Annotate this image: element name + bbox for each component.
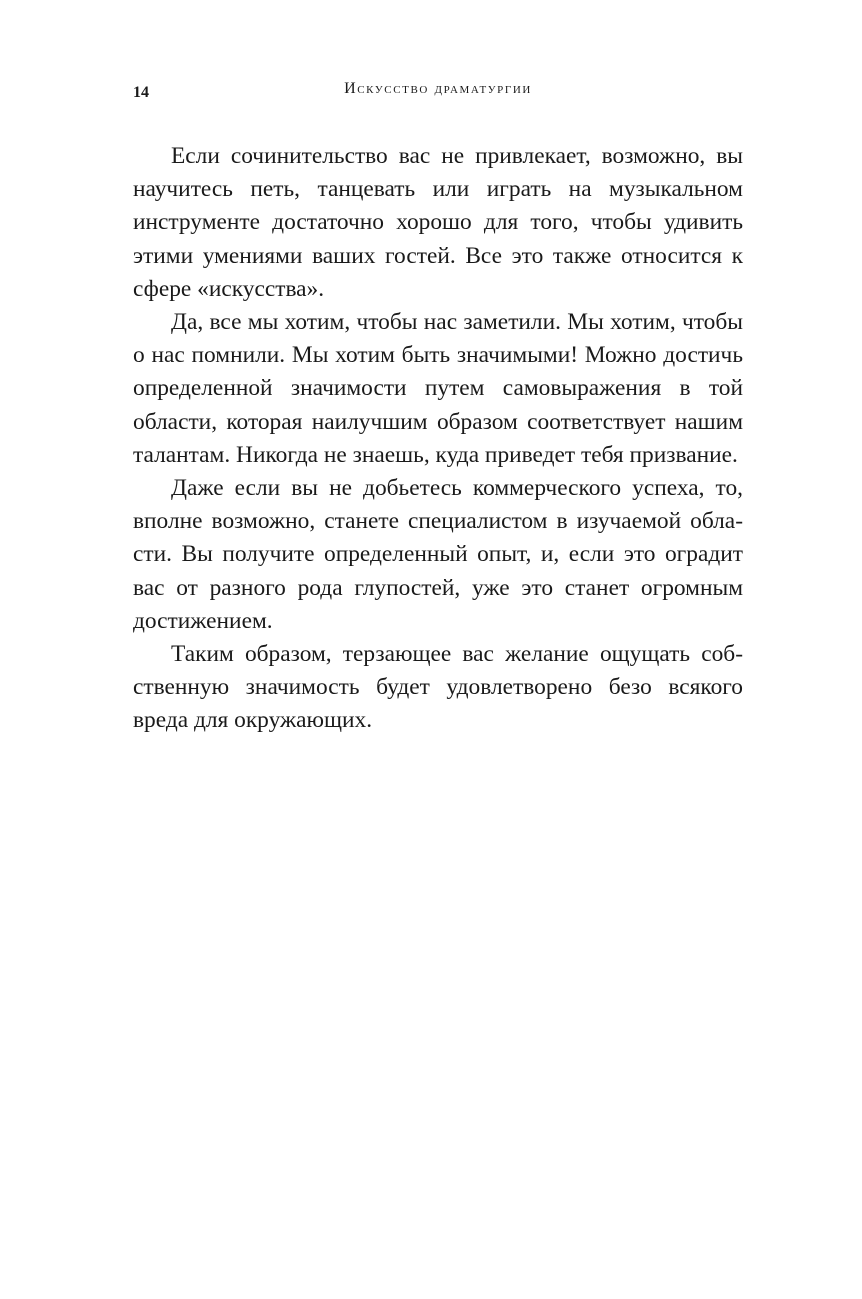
- page-header: [133, 78, 743, 108]
- running-title: Искусство драматургии: [344, 80, 532, 97]
- paragraph-2: Да, все мы хотим, чтобы нас заметили. Мы хотим, чтобы о нас помнили. Мы хотим быть значимыми! Можно достичь определенной значимости путем самовыражения в той области, которая наилучшим образом соответствует нашим талантам. Никогда не знаешь, куда приведет тебя призвание.: [133, 309, 743, 468]
- body-text: [133, 140, 743, 738]
- paragraph-1: Если сочинительство вас не привлекает, возможно, вы научитесь петь, танцевать или играть на музыкальном инструменте достаточно хорошо для того, чтобы удивить этими умениями ваших гостей. Все это также относится к сфере «искусства».: [133, 143, 743, 302]
- paragraph-3: Даже если вы не добьетесь коммерческого успеха, то, вполне возможно, станете специалистом в изучаемой области. Вы получите определенный опыт, и, если это оградит вас от разного рода глупостей, уже это станет огромным достижением.: [133, 475, 743, 634]
- paragraph-4: Таким образом, терзающее вас желание ощущать собственную значимость будет удовлетворено безо всякого вреда для окружающих.: [133, 641, 743, 734]
- page-number: 14: [133, 84, 149, 101]
